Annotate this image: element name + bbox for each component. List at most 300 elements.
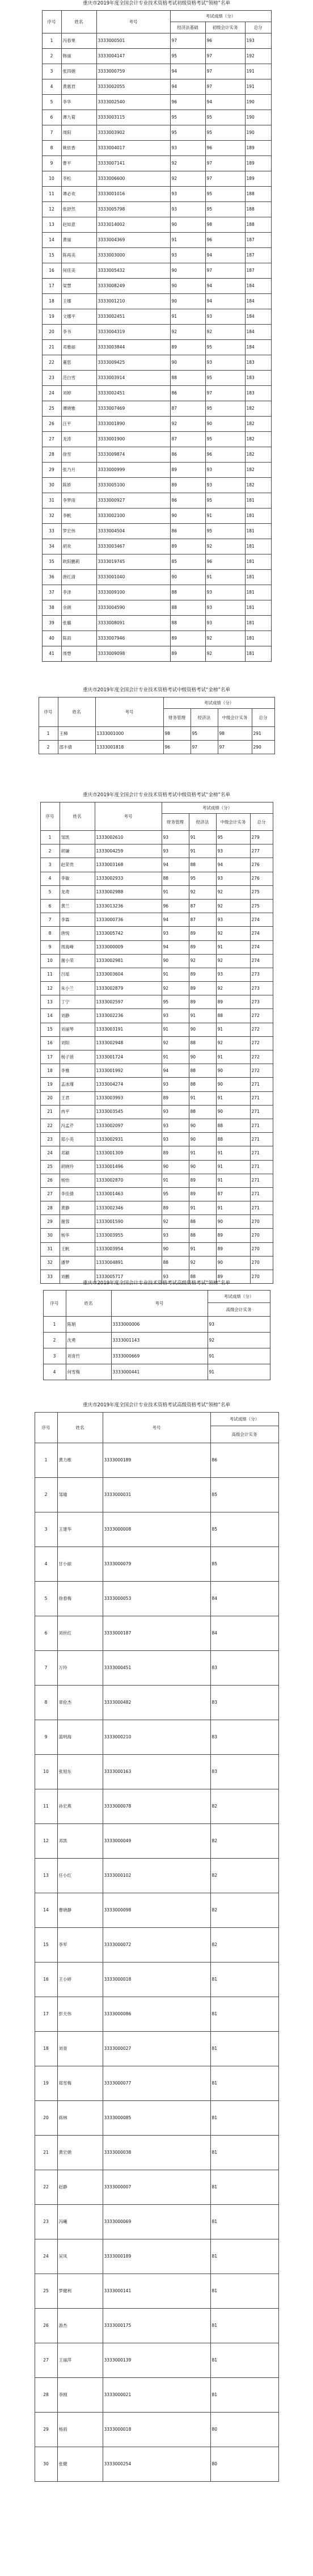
total-cell: 184: [245, 340, 271, 355]
score-cell: 90: [162, 1160, 189, 1174]
total-cell: 184: [245, 294, 271, 309]
score-cell: 93: [162, 1009, 189, 1023]
score-cell: 91: [205, 570, 245, 585]
table-row: [42, 355, 271, 371]
table-row: [35, 1893, 278, 1928]
name-cell: 汪平: [61, 417, 96, 432]
name-cell: 罗健利: [57, 2274, 103, 2309]
table-row: [42, 95, 271, 110]
total-cell: 274: [250, 913, 273, 927]
score-cell: 92: [170, 156, 205, 171]
table-row: [40, 1229, 273, 1242]
seq-cell: 30: [42, 478, 61, 493]
total-cell: 189: [245, 156, 271, 171]
score-cell: 93: [205, 478, 245, 493]
seq-cell: 16: [42, 263, 61, 279]
total-cell: 291: [252, 727, 274, 741]
score-cell: 92: [162, 1215, 189, 1229]
id-cell: 1333001590: [95, 1215, 162, 1229]
score-cell: 92: [216, 885, 250, 899]
table-row: [35, 2274, 278, 2309]
name-cell: 李华: [61, 95, 96, 110]
id-cell: 3333000079: [103, 1547, 210, 1582]
name-cell: 吴凤: [57, 2239, 103, 2274]
header-total: 总分: [245, 22, 271, 33]
score-cell: 91: [162, 1023, 189, 1036]
table-row: [40, 1187, 273, 1201]
total-cell: 271: [250, 1174, 273, 1187]
table-row: [40, 995, 273, 1009]
table-row: [43, 1333, 270, 1348]
table-row: [42, 463, 271, 478]
name-cell: 谢蓉: [60, 1215, 95, 1229]
seq-cell: 26: [42, 417, 61, 432]
seq-cell: 11: [40, 968, 60, 981]
table-row: [43, 1348, 270, 1364]
score-cell: 91: [216, 1174, 250, 1187]
seq-cell: 1: [39, 727, 58, 741]
id-cell: 3333007141: [96, 156, 170, 171]
id-cell: 3333005432: [96, 263, 170, 279]
score-cell: 83: [210, 1720, 278, 1755]
seq-cell: 1: [40, 831, 60, 844]
name-cell: 赵如意: [61, 217, 96, 233]
total-cell: 182: [245, 447, 271, 463]
score-cell: 97: [205, 64, 245, 79]
table-row: [42, 386, 271, 401]
seq-cell: 12: [40, 982, 60, 995]
name-cell: 罗宏伟: [61, 524, 96, 539]
id-cell: 3333000031: [103, 1478, 210, 1512]
seq-cell: 41: [42, 646, 61, 662]
table-row: [40, 1201, 273, 1215]
name-cell: 邵丰倩: [58, 741, 95, 754]
name-cell: 张乃月: [61, 463, 96, 478]
name-cell: 李刚: [57, 2378, 103, 2413]
name-cell: 刘静: [60, 1009, 95, 1023]
score-cell: 86: [170, 447, 205, 463]
table-row: [40, 1119, 273, 1132]
id-cell: 1333004274: [95, 1078, 162, 1091]
id-cell: 3333000451: [103, 1651, 210, 1686]
score-cell: 93: [205, 616, 245, 631]
table-row: [40, 982, 273, 995]
seq-cell: 13: [40, 995, 60, 1009]
seq-cell: 25: [40, 1160, 60, 1174]
total-cell: 272: [250, 1064, 273, 1078]
id-cell: 1333000009: [95, 940, 162, 954]
total-cell: 182: [245, 463, 271, 478]
table-row: [42, 616, 271, 631]
seq-cell: 8: [35, 1686, 57, 1720]
score-cell: 88: [170, 371, 205, 386]
table-row: [40, 844, 273, 858]
score-cell: 95: [205, 371, 245, 386]
seq-cell: 33: [40, 1270, 60, 1284]
id-cell: 3333006600: [96, 171, 170, 187]
table-row: [42, 340, 271, 355]
score-cell: 88: [189, 1270, 216, 1284]
section-senior-honor-list-a: [0, 1280, 313, 1380]
seq-cell: 7: [40, 913, 60, 927]
score-cell: 86: [170, 386, 205, 401]
score-cell: 81: [210, 1997, 278, 2032]
name-cell: 王君: [60, 1091, 95, 1105]
id-cell: 1333002236: [95, 1009, 162, 1023]
score-cell: 94: [162, 913, 189, 927]
score-cell: 81: [210, 2066, 278, 2101]
header-id: 考号: [103, 1413, 210, 1443]
table-row: [42, 585, 271, 600]
table-row: [39, 741, 274, 754]
total-cell: 187: [245, 263, 271, 279]
table-row: [40, 1256, 273, 1270]
table-row: [42, 156, 271, 171]
table-row: [35, 2447, 278, 2482]
seq-cell: 2: [35, 1478, 57, 1512]
score-cell: 80: [210, 2447, 278, 2482]
table-row: [42, 309, 271, 325]
seq-cell: 30: [35, 2447, 57, 2482]
seq-cell: 4: [40, 872, 60, 885]
name-cell: 黄兰: [60, 899, 95, 913]
section-title: 重庆市2019年度全国会计专业技术资格考试中级资格考试“金榜”名单: [83, 687, 230, 693]
score-cell: 91: [189, 831, 216, 844]
seq-cell: 33: [42, 524, 61, 539]
seq-cell: 35: [42, 554, 61, 570]
table-row: [42, 263, 271, 279]
table-row: [42, 646, 271, 662]
score-cell: 90: [170, 294, 205, 309]
score-table: [39, 697, 275, 754]
name-cell: 余朗: [61, 600, 96, 616]
id-cell: 3333002451: [96, 309, 170, 325]
table-row: [42, 539, 271, 554]
id-cell: 1333002870: [95, 1174, 162, 1187]
id-cell: 3333003844: [96, 340, 170, 355]
seq-cell: 22: [42, 355, 61, 371]
score-cell: 81: [210, 2170, 278, 2205]
seq-cell: 32: [42, 509, 61, 524]
seq-cell: 15: [42, 248, 61, 263]
table-row: [42, 248, 271, 263]
name-cell: 李雅: [60, 1064, 95, 1078]
total-cell: 274: [250, 954, 273, 968]
score-cell: 93: [162, 1270, 189, 1284]
total-cell: 184: [245, 279, 271, 294]
id-cell: 3333000018: [103, 2413, 210, 2447]
table-row: [40, 927, 273, 940]
table-row: [42, 233, 271, 248]
total-cell: 181: [245, 570, 271, 585]
score-cell: 83: [210, 1651, 278, 1686]
table-row: [42, 417, 271, 432]
name-cell: 龙涛: [61, 432, 96, 447]
seq-cell: 14: [42, 233, 61, 248]
score-cell: 94: [170, 64, 205, 79]
score-cell: 96: [163, 741, 191, 754]
total-cell: 277: [250, 844, 273, 858]
score-cell: 93: [205, 463, 245, 478]
score-cell: 90: [216, 1256, 250, 1270]
score-cell: 88: [189, 1105, 216, 1119]
table-row: [42, 631, 271, 646]
name-cell: 黄丽: [61, 233, 96, 248]
table-row: [40, 1078, 273, 1091]
seq-cell: 22: [40, 1119, 60, 1132]
name-cell: 郑小英: [60, 1133, 95, 1146]
score-cell: 97: [205, 49, 245, 64]
name-cell: 陈再美: [61, 248, 96, 263]
table-row: [40, 1146, 273, 1160]
header-name: 姓名: [60, 802, 95, 831]
score-cell: 93: [216, 844, 250, 858]
header-seq: 序号: [35, 1413, 57, 1443]
seq-cell: 1: [43, 1317, 66, 1333]
score-cell: 94: [162, 858, 189, 872]
score-cell: 93: [162, 1078, 189, 1091]
name-cell: 邹凯: [60, 831, 95, 844]
table-row: [42, 554, 271, 570]
total-cell: 271: [250, 1187, 273, 1201]
seq-cell: 4: [35, 1547, 57, 1582]
total-cell: 182: [245, 417, 271, 432]
table-row: [40, 899, 273, 913]
id-cell: 3333000049: [103, 1824, 210, 1859]
total-cell: 184: [245, 309, 271, 325]
seq-cell: 30: [40, 1229, 60, 1242]
score-cell: 93: [205, 355, 245, 371]
header-score-group: 考试成绩（分）: [163, 697, 274, 709]
table-row: [40, 1036, 273, 1050]
id-cell: 3333000999: [96, 463, 170, 478]
seq-cell: 5: [35, 1582, 57, 1616]
seq-cell: 25: [42, 401, 61, 417]
score-cell: 89: [162, 1091, 189, 1105]
name-cell: 游杰: [57, 2309, 103, 2343]
name-cell: 刘丽琴: [60, 1023, 95, 1036]
name-cell: 王丽萍: [57, 2343, 103, 2378]
header-row: [40, 802, 273, 814]
name-cell: 刘世红: [57, 1616, 103, 1651]
seq-cell: 28: [35, 2378, 57, 2413]
score-cell: 92: [170, 417, 205, 432]
total-cell: 190: [245, 110, 271, 125]
section-intermediate-gold-list-a: [0, 687, 313, 754]
name-cell: 冯曦: [57, 2205, 103, 2239]
table-row: [40, 913, 273, 927]
score-cell: 84: [210, 1582, 278, 1616]
name-cell: 王娜: [61, 294, 96, 309]
score-cell: 98: [163, 727, 191, 741]
seq-cell: 20: [40, 1091, 60, 1105]
id-cell: 3333000078: [103, 1789, 210, 1824]
header-subject: 中级会计实务: [216, 814, 250, 831]
seq-cell: 15: [35, 1928, 57, 1963]
section-title: 重庆市2019年度全国会计专业技术资格考试初级资格考试“领榜”名单: [83, 1, 230, 6]
score-cell: 90: [170, 279, 205, 294]
score-cell: 95: [205, 524, 245, 539]
seq-cell: 2: [40, 844, 60, 858]
name-cell: 徐春梅: [57, 1582, 103, 1616]
score-cell: 90: [216, 1064, 250, 1078]
score-cell: 98: [205, 217, 245, 233]
score-cell: 89: [189, 940, 216, 954]
seq-cell: 3: [40, 858, 60, 872]
id-cell: 3333000038: [103, 2136, 210, 2170]
score-cell: 89: [170, 646, 205, 662]
name-cell: 徐雪: [61, 447, 96, 463]
score-cell: 95: [205, 401, 245, 417]
score-cell: 91: [189, 1009, 216, 1023]
seq-cell: 29: [40, 1215, 60, 1229]
total-cell: 272: [250, 1050, 273, 1064]
score-cell: 89: [162, 1201, 189, 1215]
table-row: [42, 187, 271, 202]
total-cell: 270: [250, 1242, 273, 1256]
seq-cell: 39: [42, 616, 61, 631]
name-cell: 唐红清: [61, 570, 96, 585]
section-title: 重庆市2019年度全国会计专业技术资格考试高级资格考试“领榜”名单: [83, 1402, 230, 1408]
score-cell: 95: [170, 49, 205, 64]
seq-cell: 32: [40, 1256, 60, 1270]
total-cell: 190: [245, 125, 271, 141]
name-cell: 何佳美: [61, 263, 96, 279]
table-row: [35, 1997, 278, 2032]
score-table: [43, 1290, 270, 1380]
id-cell: 3333008091: [96, 616, 170, 631]
header-subject: 高级会计实务: [208, 1303, 270, 1317]
id-cell: 1333001992: [95, 1064, 162, 1078]
id-cell: 3333001016: [96, 187, 170, 202]
table-row: [35, 1478, 278, 1512]
score-cell: 89: [189, 1174, 216, 1187]
score-cell: 87: [189, 899, 216, 913]
total-cell: 188: [245, 217, 271, 233]
name-cell: 李帆: [61, 509, 96, 524]
score-cell: 82: [210, 1789, 278, 1824]
seq-cell: 17: [40, 1050, 60, 1064]
score-cell: 85: [210, 1547, 278, 1582]
seq-cell: 13: [35, 1859, 57, 1893]
score-cell: 92: [189, 885, 216, 899]
score-cell: 93: [170, 187, 205, 202]
total-cell: 181: [245, 539, 271, 554]
table-row: [42, 64, 271, 79]
score-cell: 95: [205, 432, 245, 447]
id-cell: 3333003000: [96, 248, 170, 263]
name-cell: 沈勇: [66, 1333, 111, 1348]
score-cell: 92: [170, 171, 205, 187]
score-cell: 91: [205, 509, 245, 524]
score-cell: 96: [205, 554, 245, 570]
score-cell: 88: [189, 858, 216, 872]
total-cell: 290: [252, 741, 274, 754]
score-cell: 89: [170, 478, 205, 493]
table-row: [42, 600, 271, 616]
id-cell: 3333000085: [103, 2101, 210, 2136]
seq-cell: 16: [35, 1963, 57, 1997]
score-cell: 88: [170, 616, 205, 631]
id-cell: 3333001890: [96, 417, 170, 432]
id-cell: 1333001000: [95, 727, 163, 741]
name-cell: 刘阳: [60, 1036, 95, 1050]
total-cell: 273: [250, 995, 273, 1009]
score-cell: 95: [162, 1187, 189, 1201]
header-score-group: 考试成绩（分）: [210, 1413, 278, 1426]
table-row: [40, 1174, 273, 1187]
score-cell: 94: [205, 279, 245, 294]
seq-cell: 10: [35, 1755, 57, 1789]
total-cell: 275: [250, 899, 273, 913]
score-cell: 95: [205, 110, 245, 125]
score-cell: 88: [170, 600, 205, 616]
header-subject: 财务管理: [163, 709, 191, 727]
score-cell: 86: [170, 493, 205, 509]
seq-cell: 17: [42, 279, 61, 294]
id-cell: 3333004147: [96, 49, 170, 64]
seq-cell: 19: [42, 309, 61, 325]
header-score-group: 考试成绩（分）: [170, 11, 271, 22]
table-row: [42, 509, 271, 524]
score-cell: 96: [205, 233, 245, 248]
name-cell: 杨华: [60, 1229, 95, 1242]
score-cell: 85: [170, 554, 205, 570]
id-cell: 1333000736: [95, 913, 162, 927]
seq-cell: 11: [35, 1789, 57, 1824]
seq-cell: 24: [40, 1146, 60, 1160]
name-cell: 董思: [61, 355, 96, 371]
name-cell: 范白雪: [61, 371, 96, 386]
total-cell: 271: [250, 1201, 273, 1215]
seq-cell: 7: [42, 125, 61, 141]
id-cell: 1333001463: [95, 1187, 162, 1201]
id-cell: 3333000018: [103, 1963, 210, 1997]
name-cell: 邓凯: [57, 1824, 103, 1859]
total-cell: 272: [250, 1036, 273, 1050]
score-cell: 97: [170, 33, 205, 49]
score-cell: 81: [210, 2343, 278, 2378]
name-cell: 甘小丽: [57, 1547, 103, 1582]
score-cell: 90: [162, 1242, 189, 1256]
score-cell: 93: [208, 1317, 270, 1333]
name-cell: 章伦杰: [57, 1686, 103, 1720]
score-cell: 82: [210, 1928, 278, 1963]
table-row: [40, 968, 273, 981]
table-row: [35, 2205, 278, 2239]
score-cell: 93: [162, 1119, 189, 1132]
score-cell: 88: [162, 1256, 189, 1270]
seq-cell: 23: [42, 371, 61, 386]
seq-cell: 3: [42, 64, 61, 79]
seq-cell: 18: [40, 1064, 60, 1078]
id-cell: 3333001040: [96, 570, 170, 585]
table-row: [35, 1928, 278, 1963]
seq-cell: 2: [39, 741, 58, 754]
table-row: [35, 1789, 278, 1824]
table-row: [43, 1364, 270, 1380]
total-cell: 191: [245, 64, 271, 79]
id-cell: 3333003115: [96, 110, 170, 125]
name-cell: 孟冰瑾: [60, 1078, 95, 1091]
total-cell: 181: [245, 493, 271, 509]
score-cell: 92: [205, 539, 245, 554]
name-cell: 李军: [57, 1928, 103, 1963]
name-cell: 姚依香: [61, 141, 96, 156]
id-cell: 3333000086: [103, 1997, 210, 2032]
seq-cell: 29: [42, 463, 61, 478]
table-row: [40, 1050, 273, 1064]
